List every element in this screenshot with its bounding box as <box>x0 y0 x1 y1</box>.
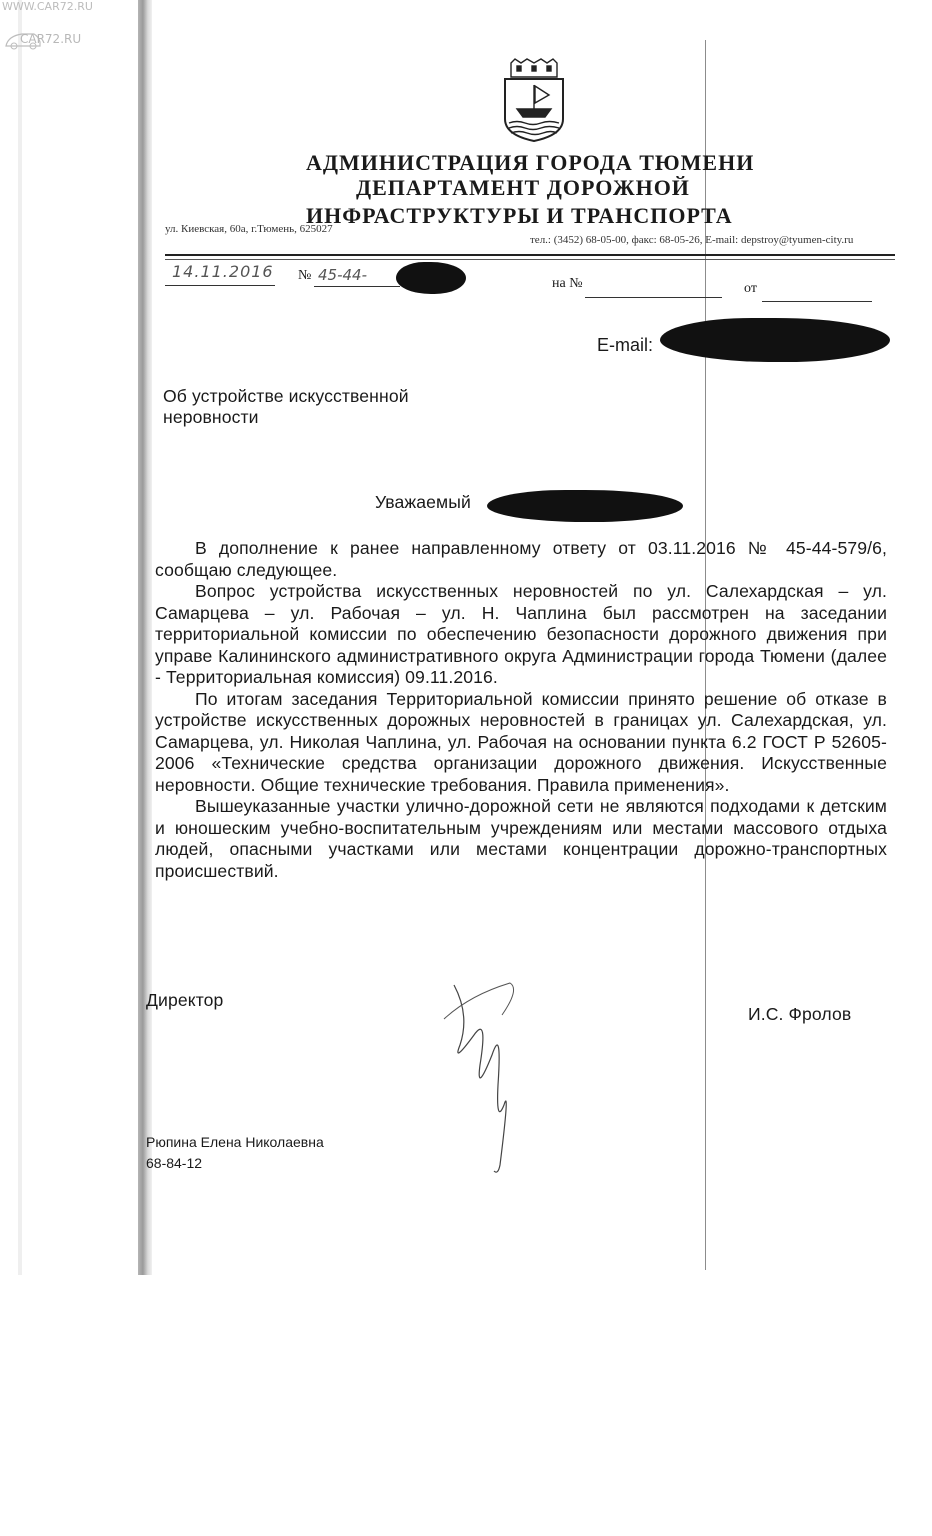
signer-position: Директор <box>146 990 224 1010</box>
scan-edge-light <box>18 0 22 1275</box>
number-label: № <box>298 268 312 283</box>
org-title-line2: ДЕПАРТАМЕНТ ДОРОЖНОЙ <box>356 175 690 200</box>
signer-name: И.С. Фролов <box>748 1004 852 1024</box>
redaction-email <box>660 318 890 362</box>
paragraph-3: По итогам заседания Территориальной комиссии принято решение об отказе в устройстве искусственных дорожных неровностей в границах ул. Салехардская, ул. Самарцева, ул. Николая Чаплина, ул. Рабочая на основании пункта 6.2 ГОСТ Р 52605-2006 «Технические средства организации дорожного движения. Искусственные неровности. Общие технические требования. Правила применения». <box>155 688 887 795</box>
recipient-email-label: E-mail: <box>597 335 654 355</box>
watermark-logo-text: CAR72.RU <box>20 32 82 46</box>
car72-logo <box>4 30 108 50</box>
paragraph-4: Вышеуказанные участки улично-дорожной сети не являются подходами к детским и юношеским учебно-воспитательным учреждениям или местами массового отдыха людей, опасными участками или местами концентрации дорожно-транспортных происшествий. <box>155 796 887 881</box>
scan-edge-band <box>138 0 152 1275</box>
ot-label: от <box>744 281 757 296</box>
header-divider-thin <box>165 259 895 260</box>
paragraph-1: В дополнение к ранее направленному ответу от 03.11.2016 № 45-44-579/6, сообщаю следующее. <box>155 538 887 580</box>
subject-line2: неровности <box>163 407 259 427</box>
number-underline <box>314 286 400 287</box>
date-underline <box>165 285 275 286</box>
executor-name: Рюпина Елена Николаевна <box>146 1134 324 1150</box>
org-title-line1: АДМИНИСТРАЦИЯ ГОРОДА ТЮМЕНИ <box>306 150 755 175</box>
watermark-text: WWW.CAR72.RU <box>2 0 93 13</box>
outgoing-number: 45-44- <box>318 266 367 284</box>
ot-underline <box>762 301 872 302</box>
na-number-label: на № <box>552 276 583 291</box>
redaction-number <box>396 262 466 294</box>
outgoing-date: 14.11.2016 <box>172 262 274 281</box>
handwritten-signature <box>440 975 530 1180</box>
org-address: ул. Киевская, 60а, г.Тюмень, 625027 <box>165 223 333 235</box>
paragraph-2: Вопрос устройства искусственных неровностей по ул. Салехардская – ул. Самарцева – ул. Рабочая – ул. Н. Чаплина был рассмотрен на заседании территориальной комиссии по обеспечению безопасности дорожного движения при управе Калининского административного округа Администрации города Тюмени (далее - Территориальная комиссия) 09.11.2016. <box>155 581 887 687</box>
coat-of-arms-emblem <box>497 57 571 143</box>
redaction-recipient-name <box>487 490 683 522</box>
letter-body <box>155 538 887 882</box>
org-contacts: тел.: (3452) 68-05-00, факс: 68-05-26, E-mail: depstroy@tyumen-city.ru <box>530 234 854 246</box>
na-number-underline <box>585 297 722 298</box>
executor-phone: 68-84-12 <box>146 1155 203 1171</box>
header-divider-thick <box>165 254 895 256</box>
subject-line1: Об устройстве искусственной <box>163 386 409 406</box>
org-title-line3: ИНФРАСТРУКТУРЫ И ТРАНСПОРТА <box>306 203 733 228</box>
salutation: Уважаемый <box>375 492 471 512</box>
